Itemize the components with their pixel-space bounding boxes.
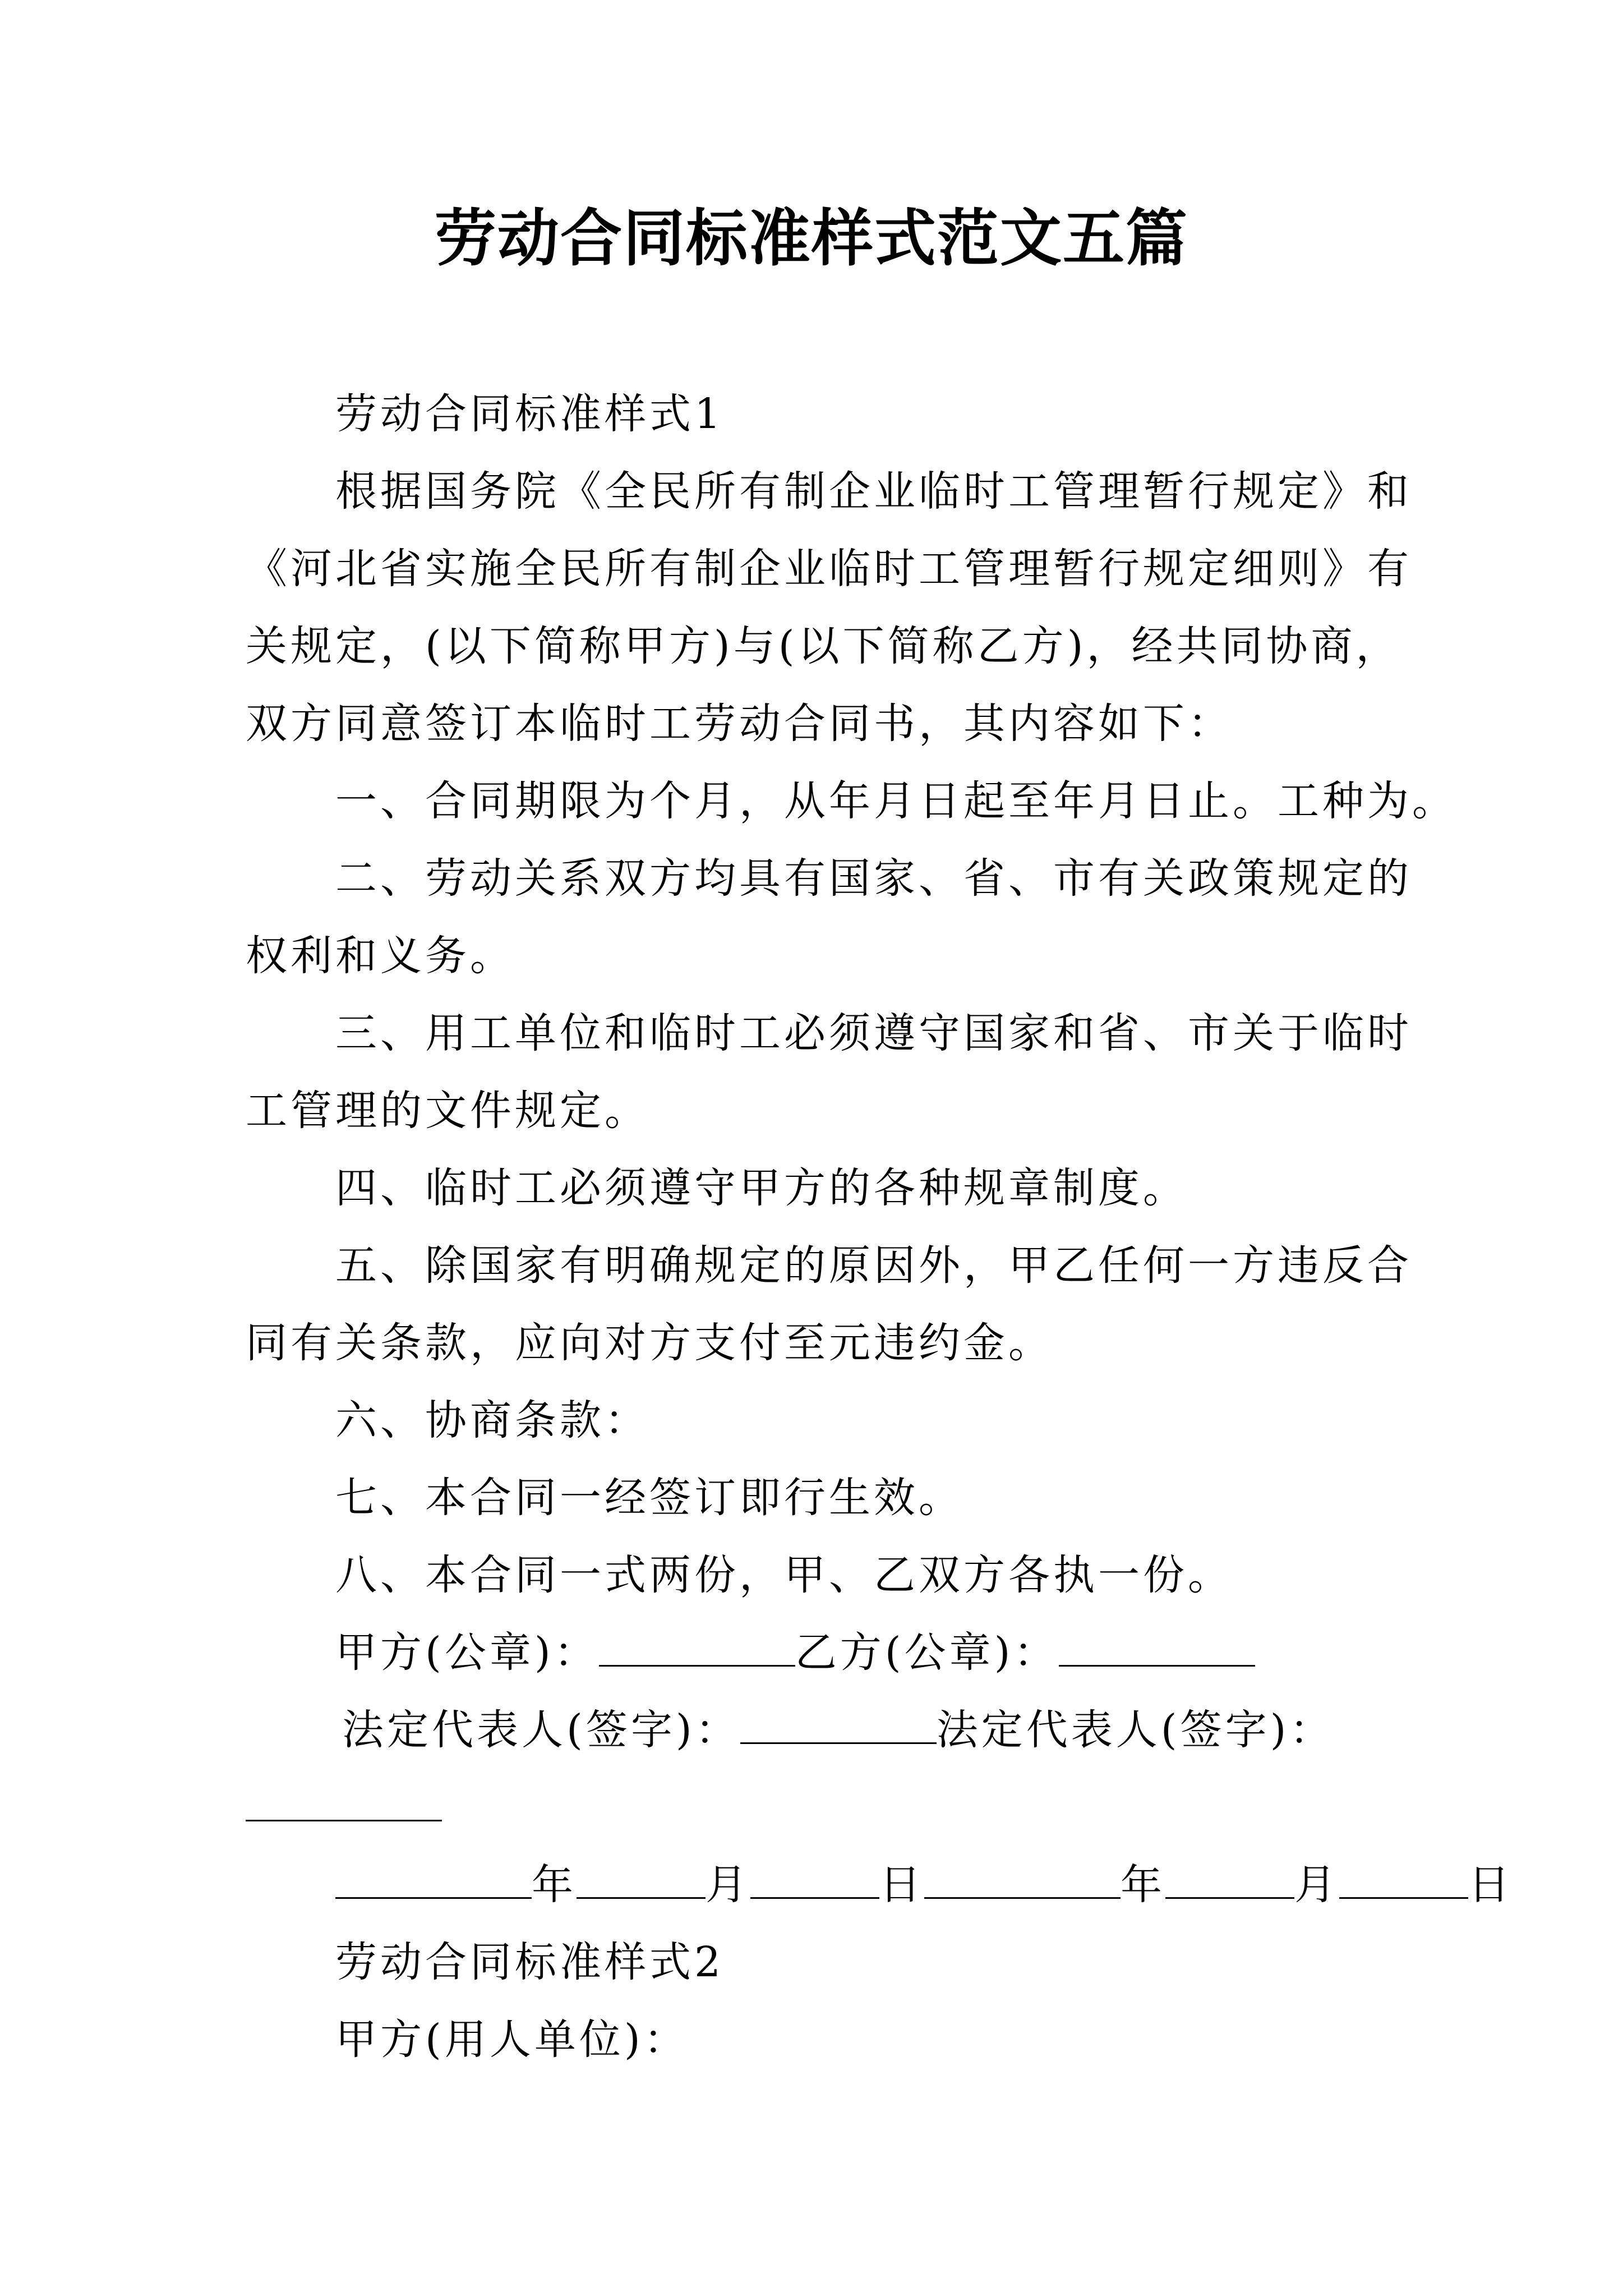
clause-3-line-2: 工管理的文件规定。 bbox=[246, 1087, 649, 1135]
date-a-month-blank bbox=[577, 1864, 706, 1899]
clause-4: 四、临时工必须遵守甲方的各种规章制度。 bbox=[335, 1164, 1188, 1212]
clause-3-line-1: 三、用工单位和临时工必须遵守国家和省、市关于临时 bbox=[335, 1009, 1412, 1057]
party-a-seal-label: 甲方(公章)： bbox=[335, 1628, 599, 1677]
clause-6: 六、协商条款： bbox=[335, 1396, 649, 1444]
party-b-seal-label: 乙方(公章)： bbox=[795, 1628, 1059, 1677]
date-b-month-blank bbox=[1165, 1864, 1294, 1899]
clause-5-line-2: 同有关条款，应向对方支付至元违约金。 bbox=[246, 1319, 1053, 1367]
party-b-seal-blank bbox=[1059, 1631, 1255, 1667]
date-b-day: 日 bbox=[1468, 1861, 1513, 1909]
intro-line-1: 根据国务院《全民所有制企业临时工管理暂行规定》和 bbox=[335, 467, 1412, 516]
rep-b-blank-line bbox=[246, 1779, 442, 1835]
party-a-seal-blank bbox=[599, 1631, 795, 1667]
rep-b-blank bbox=[246, 1786, 442, 1821]
intro-line-2: 《河北省实施全民所有制企业临时工管理暂行规定细则》有 bbox=[246, 545, 1412, 593]
clause-7: 七、本合同一经签订即行生效。 bbox=[335, 1474, 963, 1522]
section-2-party-a: 甲方(用人单位)： bbox=[335, 2016, 689, 2064]
rep-b-label: 法定代表人(签字)： bbox=[936, 1706, 1335, 1754]
clause-8: 八、本合同一式两份，甲、乙双方各执一份。 bbox=[335, 1551, 1233, 1599]
rep-a-label: 法定代表人(签字)： bbox=[342, 1706, 740, 1754]
date-line bbox=[335, 1857, 1513, 1913]
date-a-day: 日 bbox=[879, 1861, 924, 1909]
intro-line-4: 双方同意签订本临时工劳动合同书，其内容如下： bbox=[246, 700, 1233, 748]
seal-line bbox=[335, 1625, 1255, 1681]
document-title: 劳动合同标准样式范文五篇 bbox=[435, 202, 1188, 274]
clause-2-line-2: 权利和义务。 bbox=[246, 932, 515, 980]
section-heading-2: 劳动合同标准样式2 bbox=[335, 1938, 725, 1986]
date-a-month: 月 bbox=[706, 1861, 750, 1909]
date-b-month: 月 bbox=[1294, 1861, 1339, 1909]
intro-line-3: 关规定，(以下简称甲方)与(以下简称乙方)，经共同协商， bbox=[246, 622, 1401, 670]
clause-2-line-1: 二、劳动关系双方均具有国家、省、市有关政策规定的 bbox=[335, 854, 1412, 903]
date-b-year-blank bbox=[924, 1864, 1121, 1899]
date-b-day-blank bbox=[1339, 1864, 1468, 1899]
clause-5-line-1: 五、除国家有明确规定的原因外，甲乙任何一方违反合 bbox=[335, 1241, 1412, 1290]
date-b-year: 年 bbox=[1121, 1861, 1165, 1909]
clause-1: 一、合同期限为个月，从年月日起至年月日止。工种为。 bbox=[335, 777, 1457, 825]
representative-line bbox=[342, 1702, 1335, 1758]
date-a-day-blank bbox=[750, 1864, 879, 1899]
rep-a-blank bbox=[740, 1709, 937, 1744]
section-heading-1: 劳动合同标准样式1 bbox=[335, 390, 725, 438]
date-a-year: 年 bbox=[532, 1861, 577, 1909]
date-a-year-blank bbox=[335, 1864, 532, 1899]
